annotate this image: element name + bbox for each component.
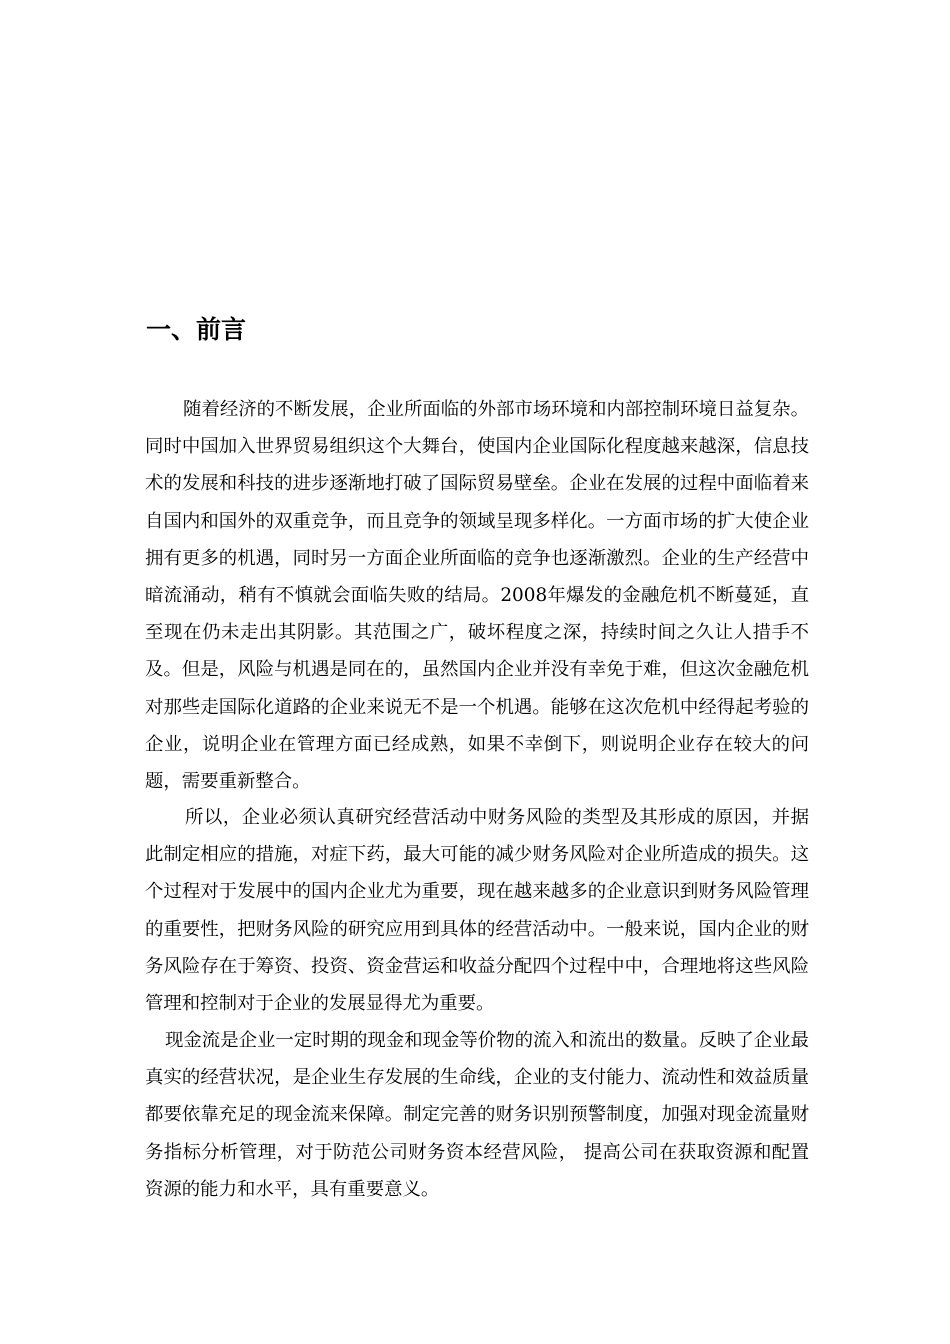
paragraph-1: 随着经济的不断发展，企业所面临的外部市场环境和内部控制环境日益复杂。同时中国加入世界贸易组织这个大舞台，使国内企业国际化程度越来越深，信息技术的发展和科技的进步逐渐地打破了国际贸易壁垒。企业在发展的过程中面临着来自国内和国外的双重竞争，而且竞争的领域呈现多样化。一方面市场的扩大使企业拥有更多的机遇，同时另一方面企业所面临的竞争也逐渐激烈。企业的生产经营中暗流涌动，稍有不慎就会面临失败的结局。2008年爆发的金融危机不断蔓延，直至现在仍未走出其阴影。其范围之广，破坏程度之深，持续时间之久让人措手不及。但是，风险与机遇是同在的，虽然国内企业并没有幸免于难，但这次金融危机对那些走国际化道路的企业来说无不是一个机遇。能够在这次危机中经得起考验的企业，说明企业在管理方面已经成熟，如果不幸倒下，则说明企业存在较大的问题，需要重新整合。 bbox=[145, 399, 809, 793]
paragraph-2: 所以，企业必须认真研究经营活动中财务风险的类型及其形成的原因，并据此制定相应的措施，对症下药，最大可能的减少财务风险对企业所造成的损失。这个过程对于发展中的国内企业尤为重要，现在越来越多的企业意识到财务风险管理的重要性，把财务风险的研究应用到具体的经营活动中。一般来说，国内企业的财务风险存在于筹资、投资、资金营运和收益分配四个过程中中，合理地将这些风险管理和控制对于企业的发展显得尤为重要。 bbox=[145, 807, 809, 1015]
paragraph-3: 现金流是企业一定时期的现金和现金等价物的流入和流出的数量。反映了企业最真实的经营状况，是企业生存发展的生命线，企业的支付能力、流动性和效益质量都要依靠充足的现金流来保障。制定完善的财务识别预警制度，加强对现金流量财务指标分析管理，对于防范公司财务资本经营风险， 提高公司在获取资源和配置资源的能力和水平，具有重要意义。 bbox=[145, 1030, 809, 1200]
section-heading: 一、前言 bbox=[146, 315, 247, 344]
